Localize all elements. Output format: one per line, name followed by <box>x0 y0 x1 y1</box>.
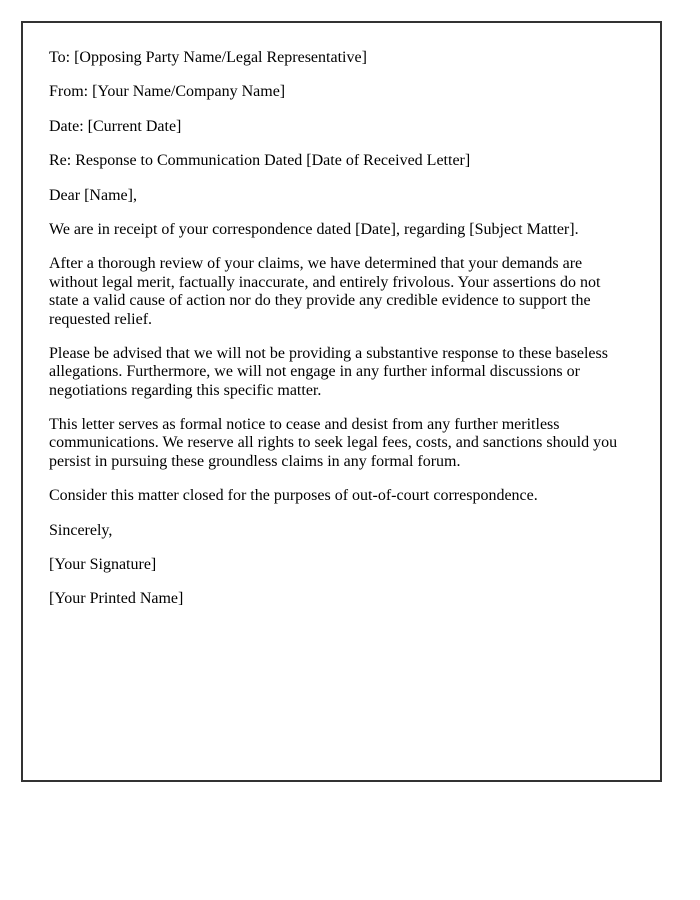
paragraph-claims-review: After a thorough review of your claims, we have determined that your demands are without legal merit, factually inaccurate, and entirely frivolous. Your assertions do not state a valid cause of action nor do they provide any credible evidence to support the requested relief. <box>49 255 601 328</box>
signature-placeholder: [Your Signature] <box>49 556 157 574</box>
date-line: Date: [Current Date] <box>49 117 182 135</box>
printed-name-placeholder: [Your Printed Name] <box>49 590 184 608</box>
paragraph-receipt: We are in receipt of your correspondence dated [Date], regarding [Subject Matter]. <box>49 220 579 238</box>
closing: Sincerely, <box>49 521 113 539</box>
salutation: Dear [Name], <box>49 186 137 204</box>
paragraph-no-response: Please be advised that we will not be providing a substantive response to these baseless allegations. Furthermore, we will not engage in any further informal discussions or negotiations regarding this specific matter. <box>49 344 608 399</box>
subject-line: Re: Response to Communication Dated [Date of Received Letter] <box>49 152 471 170</box>
letter-frame <box>21 21 662 782</box>
paragraph-matter-closed: Consider this matter closed for the purposes of out-of-court correspondence. <box>49 487 538 505</box>
paragraph-cease-desist: This letter serves as formal notice to cease and desist from any further meritless communications. We reserve all rights to seek legal fees, costs, and sanctions should you persist in pursuing these groundless claims in any formal forum. <box>49 416 618 470</box>
sender-line: From: [Your Name/Company Name] <box>49 83 286 101</box>
recipient-line: To: [Opposing Party Name/Legal Representative] <box>49 49 367 66</box>
